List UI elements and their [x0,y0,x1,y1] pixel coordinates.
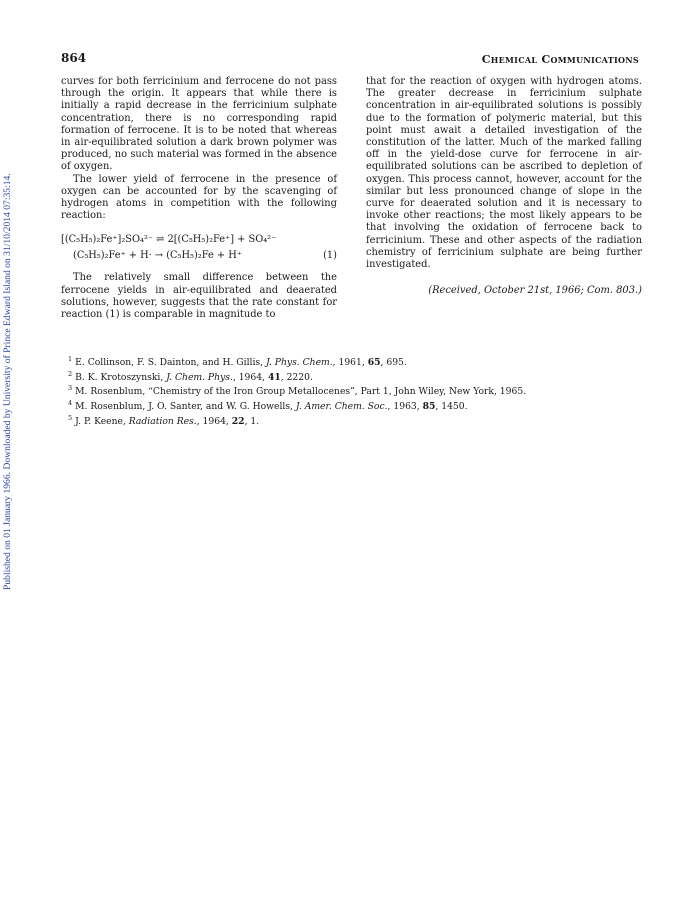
references [68,354,648,427]
equation-line: [(C₅H₅)₂Fe⁺]₂SO₄²⁻ ⇌ 2[(C₅H₅)₂Fe⁺] + SO₄²⁻ [61,234,277,246]
reference-item: $^1$ E. Collinson, F. S. Dainton, and H. Gillis, J. Phys. Chem., 1961, 65, 695. [68,355,407,369]
equation-block [61,232,337,264]
download-watermark: Published on 01 January 1966. Downloaded by University of Prince Edward Island on 31/10/2014 07:35:14. [2,173,13,590]
received-open: (Received, [428,285,484,297]
equation-line [61,248,337,264]
reference-item: $^4$ M. Rosenblum, J. O. Santer, and W. G. Howells, J. Amer. Chem. Soc., 1963, 85, 1450. [68,398,468,413]
journal-title: Chemical Communications [481,53,639,66]
received-num: 803.) [613,285,642,297]
received-line [366,285,642,297]
received-com: Com. [587,285,614,297]
equation-text: (C₅H₅)₂Fe⁺ + H· → (C₅H₅)₂Fe + H⁺ [73,250,242,262]
received-sep: ; [580,285,587,297]
paragraph: The relatively small difference between the ferrocene yields in air-equilibrated and deaerated solutions, however, suggests that the rate constant for reaction (1) is comparable in magnitude to [61,272,337,321]
paragraph: that for the reaction of oxygen with hydrogen atoms. The greater decrease in ferricinium sulphate concentration in air-equilibrated solutions is possibly due to the formation of polymeric material, but this point must await a detailed investigation of the constitution of the latter. Much of the marked falling off in the yield-dose curve for ferrocene in air-equilibrated solutions can be ascribed to depletion of oxygen. This process cannot, however, account for the similar but less pronounced change of slope in the curve for deaerated solution and it is necessary to invoke other reactions; the most likely appears to be that involving the oxidation of ferrocene back to ferricinium. These and other aspects of the radiation chemistry of ferricinium sulphate are being further investigated. [366,76,642,271]
reference-item: $^2$ B. K. Krotoszynski, J. Chem. Phys., 1964, 41, 2220. [68,369,313,383]
equation-number: (1) [323,250,337,262]
paragraph: curves for both ferricinium and ferrocene do not pass through the origin. It appears that while there is initially a rapid decrease in the ferricinium sulphate concentration, there is no corresponding rapid formation of ferrocene. It is to be noted that whereas in air-equilibrated solution a dark brown polymer was produced, no such material was formed in the absence of oxygen. [61,76,337,173]
page-number: 864 [61,51,87,65]
received-date: October 21st, 1966 [483,285,581,297]
reference-item: $^5$ J. P. Keene, Radiation Res., 1964, 22, 1. [68,413,260,427]
paragraph: The lower yield of ferrocene in the presence of oxygen can be accounted for by the scavenging of hydrogen atoms in competition with the following reaction: [61,173,337,222]
left-column [61,76,337,321]
reference-item: $^3$ M. Rosenblum, “Chemistry of the Iron Group Metallocenes”, Part 1, John Wiley, New York, 1965. [68,384,527,398]
right-column [366,76,642,297]
